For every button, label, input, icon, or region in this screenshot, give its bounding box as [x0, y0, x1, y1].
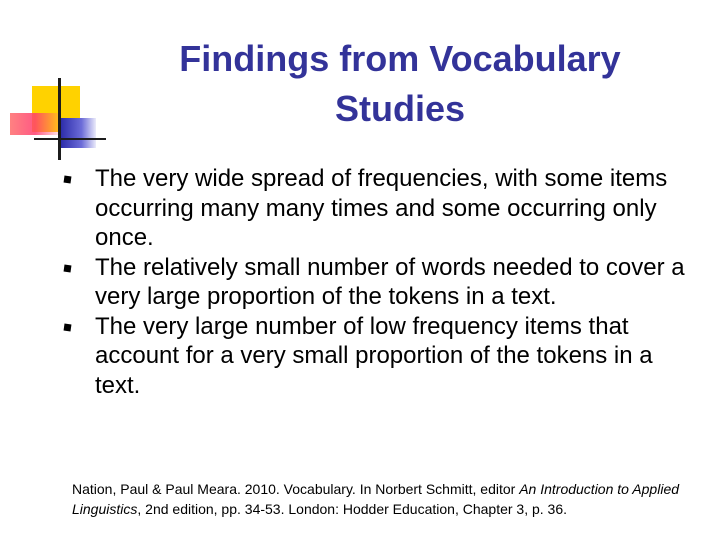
slide-title	[110, 34, 690, 134]
citation-book-title: An Introduction to Applied Linguistics	[72, 481, 680, 517]
bullet-item	[64, 164, 704, 253]
decorative-blue-square	[60, 118, 96, 148]
bullet-text: The very large number of low frequency items that account for a very small proportion of the tokens in a text.	[95, 312, 653, 399]
decorative-horizontal-line	[34, 138, 106, 140]
bullet-item	[64, 312, 704, 401]
citation	[72, 479, 692, 519]
slide-title-line2: Studies	[334, 88, 466, 129]
citation-authors: Nation, Paul & Paul Meara. 2010. Vocabulary. In Norbert Schmitt, editor	[72, 481, 520, 497]
slide-title-line1: Findings from Vocabulary	[179, 38, 621, 79]
bullet-text: The very wide spread of frequencies, with some items occurring many many times and some occurring only once.	[95, 165, 668, 251]
decorative-vertical-line	[58, 78, 61, 160]
decorative-red-bar	[10, 113, 60, 135]
bullet-square-icon	[64, 323, 72, 331]
bullet-square-icon	[64, 176, 72, 184]
bullet-square-icon	[64, 264, 72, 272]
bullet-list	[64, 164, 704, 400]
citation-details: , 2nd edition, pp. 34-53. London: Hodder Education, Chapter 3, p. 36.	[137, 501, 568, 517]
bullet-item	[64, 253, 704, 312]
bullet-text: The relatively small number of words needed to cover a very large proportion of the tokens in a text.	[95, 253, 685, 310]
